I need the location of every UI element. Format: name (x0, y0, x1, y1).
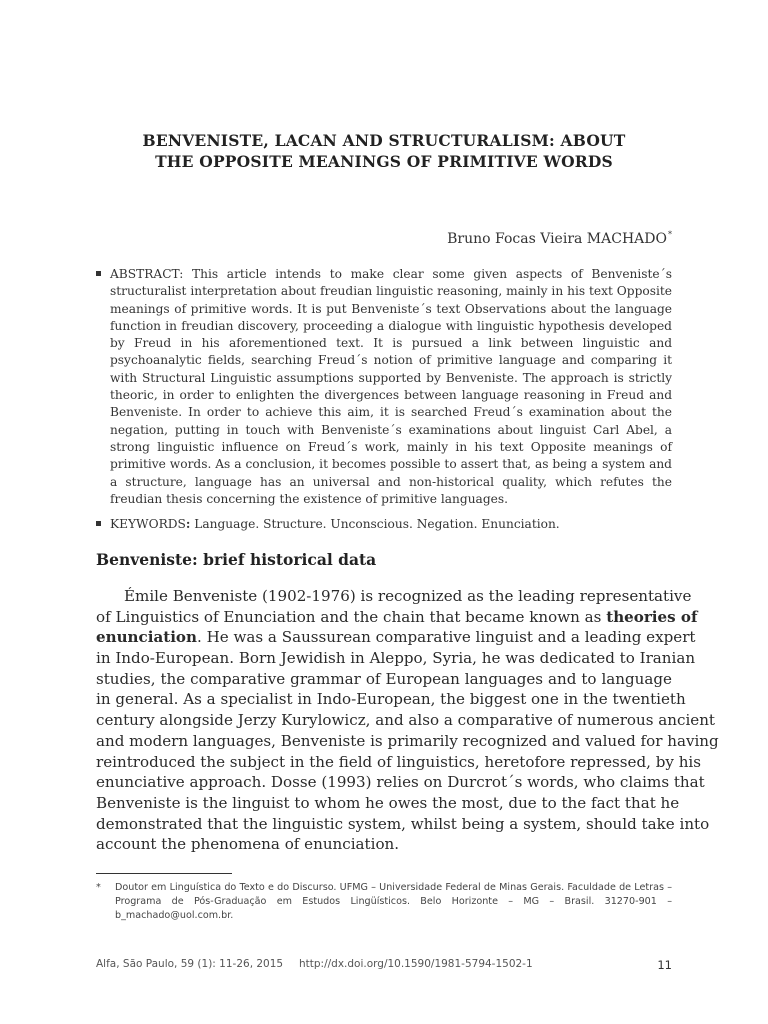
author-text: Bruno Focas Vieira MACHADO (447, 231, 667, 247)
abstract-item (96, 266, 672, 508)
body-line: enunciative approach. Dosse (1993) relies on Durcrot´s words, who claims that (96, 773, 705, 792)
section-heading: Benveniste: brief historical data (96, 550, 377, 569)
keywords-label: KEYWORDS (110, 517, 186, 532)
footnote-divider (96, 873, 232, 874)
title-line-1: BENVENISTE, LACAN AND STRUCTURALISM: ABOUT (142, 131, 626, 150)
body-line: in general. As a specialist in Indo-European, the biggest one in the twentieth (96, 690, 686, 709)
abstract-text: ABSTRACT: This article intends to make clear some given aspects of Benveniste´s structuralist interpretation about freudian linguistic reasoning, mainly in his text Opposite meanings of primitive words. It is put Benveniste´s text Observations about the language function in freudian discovery, proceeding a dialogue with linguistic hypothesis developed by Freud in his aforementioned text. It is pursued a link between linguistic and psychoanalytic fields, searching Freud´s notion of primitive language and comparing it with Structural Linguistic assumptions supported by Benveniste. The approach is strictly theoric, in order to enlighten the divergences between language reasoning in Freud and Benveniste. In order to achieve this aim, it is searched Freud´s examination about the negation, putting in touch with Benveniste´s examinations about linguist Carl Abel, a strong linguistic influence on Freud´s work, mainly in his text Opposite meanings of primitive words. As a conclusion, it becomes possible to assert that, as being a system and a structure, language has an universal and non-historical quality, which refutes the freudian thesis concerning the existence of primitive languages. (110, 267, 672, 506)
title-line-2: THE OPPOSITE MEANINGS OF PRIMITIVE WORDS (155, 152, 613, 171)
body-line: account the phenomena of enunciation. (96, 835, 400, 854)
keywords-text (110, 516, 672, 533)
body-line: Émile Benveniste (1902-1976) is recognized as the leading representative (124, 587, 692, 605)
body-line (96, 627, 696, 648)
keywords-colon: : (185, 517, 191, 532)
journal-citation: Alfa, São Paulo, 59 (1): 11-26, 2015 (96, 958, 284, 970)
body-line: Benveniste is the linguist to whom he owes the most, due to the fact that he (96, 793, 680, 812)
keywords-item (96, 516, 672, 533)
bold-term: enunciation (96, 628, 197, 647)
page-number: 11 (657, 958, 672, 972)
body-text: . He was a Saussurean comparative linguist and a leading expert (196, 628, 696, 647)
bold-term: theories of (606, 607, 698, 626)
article-title (96, 130, 672, 172)
footnote (96, 881, 672, 924)
body-line: century alongside Jerzy Kurylowicz, and also a comparative of numerous ancient (96, 711, 715, 730)
body-line (96, 607, 698, 628)
author-footnote-mark: * (668, 230, 672, 239)
abstract-block (96, 266, 672, 533)
body-paragraph (96, 586, 719, 855)
footnote-mark: * (96, 882, 101, 893)
body-line: and modern languages, Benveniste is primarily recognized and valued for having (96, 731, 719, 750)
bullet-square-icon (96, 521, 101, 526)
footnote-text: Doutor em Linguística do Texto e do Discurso. UFMG – Universidade Federal de Minas Gerais. Faculdade de Letras – Programa de Pós-Graduação em Estudos Lingüísticos. Belo Horizonte – MG – Brasil. 31270-901 – b_machado@uol.com.br. (115, 882, 672, 922)
bullet-square-icon (96, 271, 101, 276)
body-line: in Indo-European. Born Jewidish in Aleppo, Syria, he was dedicated to Iranian (96, 649, 696, 668)
doi-link[interactable]: http://dx.doi.org/10.1590/1981-5794-1502-1 (299, 958, 533, 970)
body-line: studies, the comparative grammar of European languages and to language (96, 669, 672, 688)
body-line: reintroduced the subject in the field of linguistics, heretofore repressed, by his (96, 752, 702, 771)
body-text: of Linguistics of Enunciation and the chain that became known as (96, 607, 607, 626)
author-name (447, 230, 672, 247)
body-line: demonstrated that the linguistic system, whilst being a system, should take into (96, 814, 710, 833)
keywords-list: Language. Structure. Unconscious. Negation. Enunciation. (190, 517, 560, 532)
